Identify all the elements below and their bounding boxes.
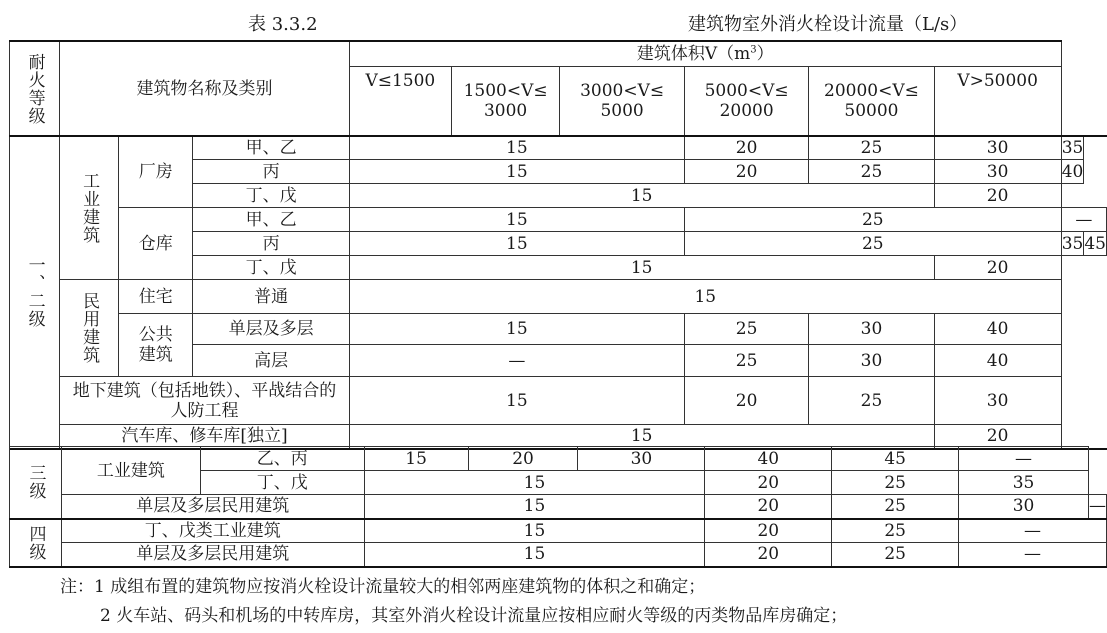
cell: 25 xyxy=(684,345,809,377)
cell: 40 xyxy=(934,345,1061,377)
cell: 20 xyxy=(934,425,1061,449)
cell: 20 xyxy=(684,377,809,425)
col-header-3: 3000<V≤ 5000 xyxy=(560,66,685,136)
row-label: 单层及多层 xyxy=(193,314,349,345)
cell: 25 xyxy=(832,471,959,495)
cell: 15 xyxy=(349,208,684,232)
cell: 45 xyxy=(832,447,959,471)
row-label: 乙、丙 xyxy=(200,447,364,471)
row-label: 单层及多层民用建筑 xyxy=(61,543,364,567)
grade-4: 四级 xyxy=(10,519,62,567)
row-label: 高层 xyxy=(193,345,349,377)
cell: 25 xyxy=(684,314,809,345)
cell: 20 xyxy=(468,447,578,471)
cell: 20 xyxy=(684,160,809,184)
cell: — xyxy=(1089,495,1107,519)
cell: 25 xyxy=(684,208,1061,232)
cell: 15 xyxy=(349,160,684,184)
residential-group: 住宅 xyxy=(119,280,193,314)
cell: 15 xyxy=(349,425,934,449)
col-header-5: 20000<V≤ 50000 xyxy=(809,66,934,136)
cell: 15 xyxy=(349,232,684,256)
row-label: 普通 xyxy=(193,280,349,314)
cell: 20 xyxy=(705,471,832,495)
cell: 35 xyxy=(959,471,1089,495)
cell: 25 xyxy=(809,136,934,160)
cell: 45 xyxy=(1084,233,1106,254)
cell: 15 xyxy=(364,447,468,471)
cell: — xyxy=(349,345,684,377)
row-label: 丁、戊类工业建筑 xyxy=(61,519,364,543)
cell: 30 xyxy=(809,345,934,377)
cell: 15 xyxy=(349,280,1061,314)
cell: 40 xyxy=(934,314,1061,345)
row-label: 单层及多层民用建筑 xyxy=(61,495,364,519)
fire-grade-header: 耐火等级 xyxy=(10,41,60,136)
building-header: 建筑物名称及类别 xyxy=(60,41,350,136)
cell: 15 xyxy=(364,519,705,543)
col-header-6: V>50000 xyxy=(934,66,1061,136)
cell: 15 xyxy=(349,136,684,160)
cell: 15 xyxy=(364,495,705,519)
warehouse-group: 仓库 xyxy=(119,208,193,280)
cell: 20 xyxy=(934,184,1061,208)
grade-3: 三级 xyxy=(10,447,62,519)
cell: 20 xyxy=(684,136,809,160)
row-label: 丁、戊 xyxy=(193,256,349,280)
cell: 15 xyxy=(349,256,934,280)
cell: — xyxy=(1061,208,1106,232)
col-header-2: 1500<V≤ 3000 xyxy=(451,66,560,136)
row-label: 丙 xyxy=(193,160,349,184)
industrial-building-group-3: 工业建筑 xyxy=(61,447,200,495)
cell: 20 xyxy=(705,495,832,519)
cell: — xyxy=(959,543,1107,567)
public-building-group: 公共 建筑 xyxy=(119,314,193,377)
cell: 25 xyxy=(832,495,959,519)
row-label: 汽车库、修车库[独立] xyxy=(60,425,350,449)
table-number: 表 3.3.2 xyxy=(248,14,318,35)
cell: — xyxy=(959,447,1089,471)
cell: 30 xyxy=(934,160,1061,184)
cell: 15 xyxy=(349,377,684,425)
fire-hydrant-flow-table xyxy=(9,40,1107,450)
row-label: 地下建筑（包括地铁）、平战结合的人防工程 xyxy=(60,377,350,425)
cell: 40 xyxy=(1061,161,1084,182)
cell: 15 xyxy=(364,471,705,495)
row-label: 甲、乙 xyxy=(193,136,349,160)
row-label: 丁、戊 xyxy=(200,471,364,495)
note-2: 2 火车站、码头和机场的中转库房，其室外消火栓设计流量应按相应耐火等级的丙类物品库房确定； xyxy=(100,606,848,626)
col-header-4: 5000<V≤ 20000 xyxy=(684,66,809,136)
plant-group: 厂房 xyxy=(119,136,193,208)
cell: 15 xyxy=(364,543,705,567)
row-label: 甲、乙 xyxy=(193,208,349,232)
cell: 25 xyxy=(684,232,1061,256)
cell: — xyxy=(959,519,1107,543)
cell: 15 xyxy=(349,314,684,345)
cell: 40 xyxy=(705,447,832,471)
cell: 20 xyxy=(705,543,832,567)
cell: 25 xyxy=(809,160,934,184)
cell: 30 xyxy=(809,314,934,345)
col-header-1: V≤1500 xyxy=(349,66,451,136)
fire-hydrant-flow-table-lower xyxy=(9,446,1107,568)
row-label: 丙 xyxy=(193,232,349,256)
cell: 35 xyxy=(1061,138,1084,158)
cell: 30 xyxy=(959,495,1089,519)
cell: 15 xyxy=(349,184,934,208)
industrial-building-group: 工业建筑 xyxy=(60,136,119,280)
note-1: 注：1 成组布置的建筑物应按消火栓设计流量较大的相邻两座建筑物的体积之和确定； xyxy=(60,577,706,597)
cell: 20 xyxy=(934,256,1061,280)
cell: 30 xyxy=(578,447,705,471)
cell: 25 xyxy=(832,519,959,543)
row-label: 丁、戊 xyxy=(193,184,349,208)
cell: 30 xyxy=(934,136,1061,160)
cell: 25 xyxy=(832,543,959,567)
grade-1-2: 一、二级 xyxy=(10,136,60,449)
volume-header: 建筑体积$V(m^3)$ xyxy=(349,41,1061,66)
table-title: 建筑物室外消火栓设计流量（L/s） xyxy=(688,14,968,35)
cell: 25 xyxy=(809,377,934,425)
cell: 20 xyxy=(705,519,832,543)
cell: 35 xyxy=(1061,233,1084,254)
cell: 30 xyxy=(934,377,1061,425)
civil-building-group: 民用建筑 xyxy=(60,280,119,377)
